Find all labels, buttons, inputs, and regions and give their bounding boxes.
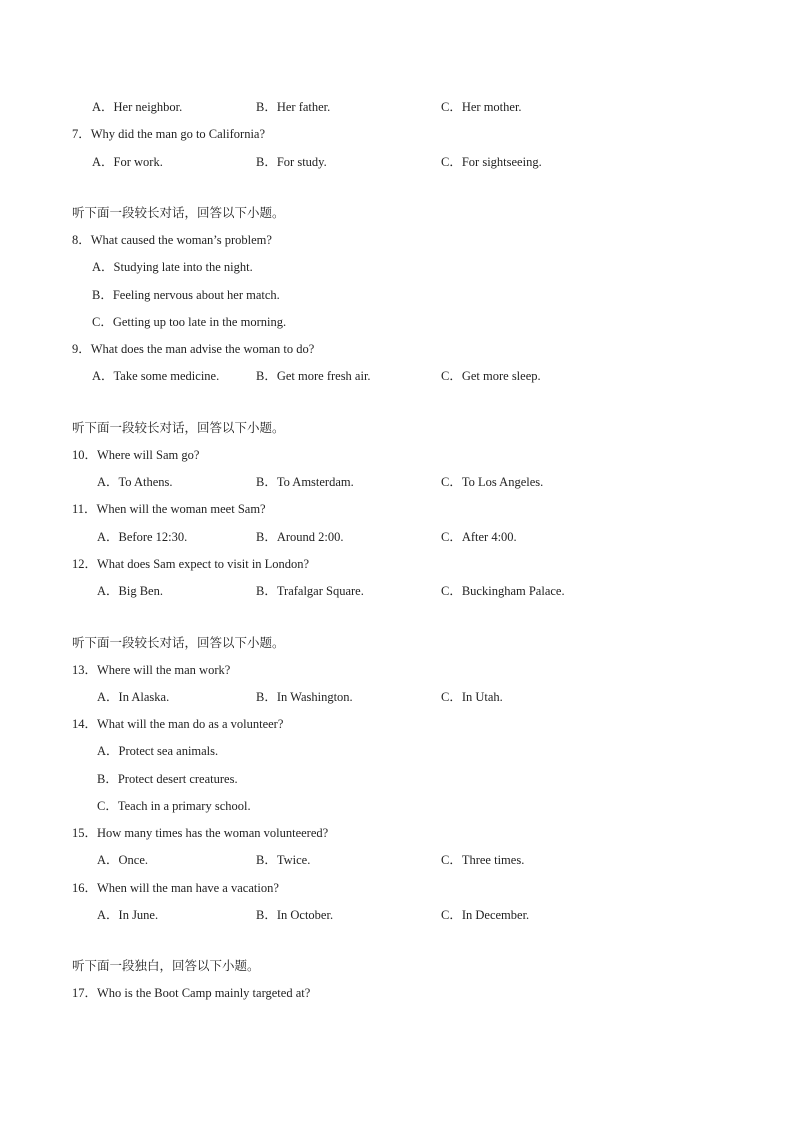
q7-option-c: C．For sightseeing. — [441, 155, 542, 169]
q17-question: 17．Who is the Boot Camp mainly targeted at? — [72, 986, 311, 1000]
q10-option-a: A．To Athens. — [97, 475, 173, 489]
q10-option-c: C．To Los Angeles. — [441, 475, 544, 489]
q10-question: 10．Where will Sam go? — [72, 448, 200, 462]
q6-option-c: C．Her mother. — [441, 100, 522, 114]
q8-option-a: A．Studying late into the night. — [92, 260, 253, 274]
q9-question: 9．What does the man advise the woman to do? — [72, 342, 315, 356]
q7-option-a: A．For work. — [92, 155, 163, 169]
q16-option-c: C．In December. — [441, 908, 530, 922]
q15-option-b: B．Twice. — [256, 853, 311, 867]
q15-option-a: A．Once. — [97, 853, 149, 867]
q16-option-b: B．In October. — [256, 908, 334, 922]
q12-question: 12．What does Sam expect to visit in London? — [72, 557, 310, 571]
q14-question: 14．What will the man do as a volunteer? — [72, 717, 284, 731]
q11-option-a: A．Before 12:30. — [97, 530, 188, 544]
q9-option-c: C．Get more sleep. — [441, 369, 541, 383]
q10-option-b: B．To Amsterdam. — [256, 475, 354, 489]
q12-option-b: B．Trafalgar Square. — [256, 584, 364, 598]
q16-option-a: A．In June. — [97, 908, 159, 922]
q11-question: 11．When will the woman meet Sam? — [72, 502, 266, 516]
q11-option-c: C．After 4:00. — [441, 530, 517, 544]
q13-option-b: B．In Washington. — [256, 690, 353, 704]
section-instruction-3: 听下面一段较长对话，回答以下小题。 — [72, 635, 285, 650]
q6-option-a: A．Her neighbor. — [92, 100, 183, 114]
q9-option-a: A．Take some medicine. — [92, 369, 220, 383]
q14-option-a: A．Protect sea animals. — [97, 744, 219, 758]
section-instruction-2: 听下面一段较长对话，回答以下小题。 — [72, 420, 285, 435]
q7-question: 7．Why did the man go to California? — [72, 127, 266, 141]
q6-option-b: B．Her father. — [256, 100, 331, 114]
q14-option-b: B．Protect desert creatures. — [97, 772, 238, 786]
q16-question: 16．When will the man have a vacation? — [72, 881, 279, 895]
q13-option-a: A．In Alaska. — [97, 690, 170, 704]
q13-question: 13．Where will the man work? — [72, 663, 231, 677]
section-instruction-1: 听下面一段较长对话，回答以下小题。 — [72, 205, 285, 220]
q8-question: 8．What caused the woman’s problem? — [72, 233, 272, 247]
q8-option-c: C．Getting up too late in the morning. — [92, 315, 287, 329]
q12-option-a: A．Big Ben. — [97, 584, 163, 598]
q11-option-b: B．Around 2:00. — [256, 530, 344, 544]
q14-option-c: C．Teach in a primary school. — [97, 799, 251, 813]
q13-option-c: C．In Utah. — [441, 690, 503, 704]
q9-option-b: B．Get more fresh air. — [256, 369, 371, 383]
q7-option-b: B．For study. — [256, 155, 327, 169]
section-instruction-4: 听下面一段独白，回答以下小题。 — [72, 958, 260, 973]
q15-option-c: C．Three times. — [441, 853, 525, 867]
q8-option-b: B．Feeling nervous about her match. — [92, 288, 280, 302]
q15-question: 15．How many times has the woman volunteered? — [72, 826, 329, 840]
q12-option-c: C．Buckingham Palace. — [441, 584, 565, 598]
